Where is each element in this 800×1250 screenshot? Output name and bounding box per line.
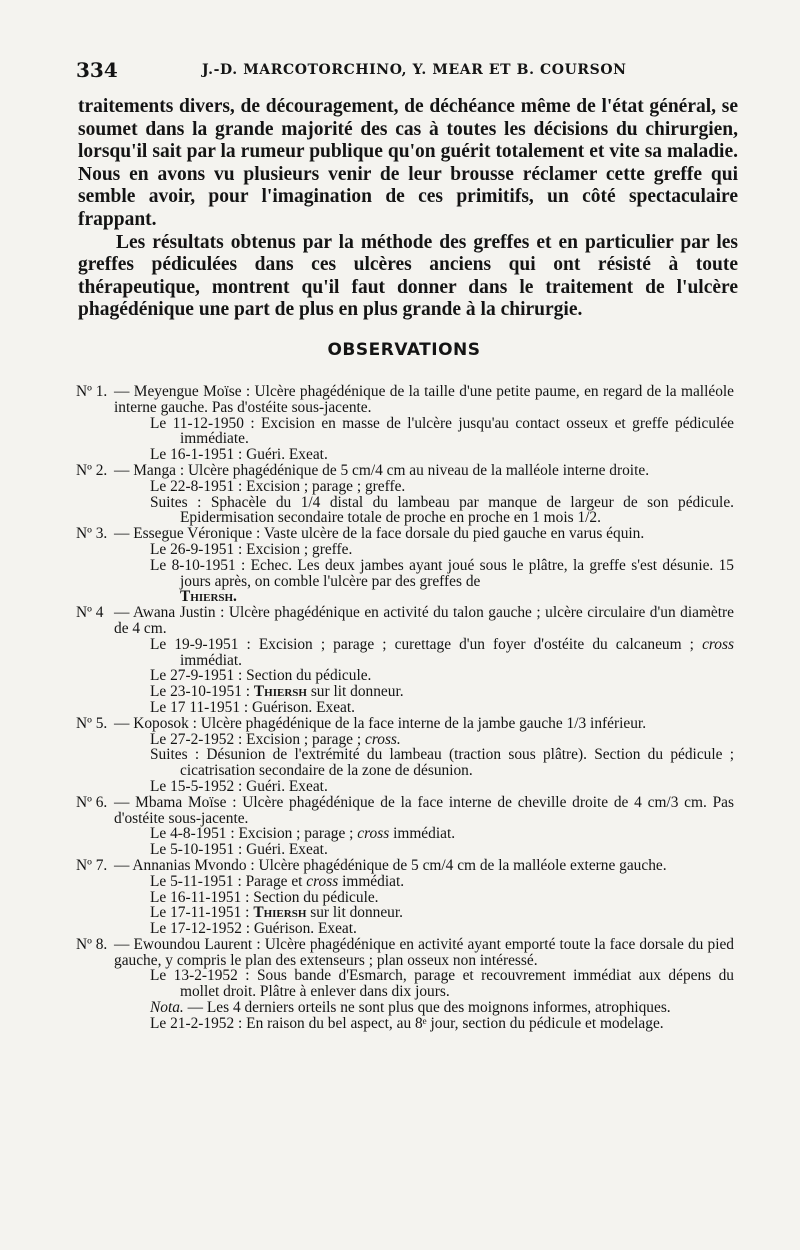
observation-line (150, 826, 734, 842)
page-header (76, 58, 736, 82)
observations-list (76, 384, 734, 1032)
observation-line: Le 21-2-1952 : En raison du bel aspect, au 8ᵉ jour, section du pédicule et modelage. (150, 1014, 664, 1032)
observation-number: Nº 1. (76, 383, 108, 400)
observation-line: Le 27-9-1951 : Section du pédicule. (150, 667, 372, 685)
running-head: J.-D. MARCOTORCHINO, Y. MEAR ET B. COURSON (202, 62, 627, 78)
observation-line: Le 17 11-1951 : Guérison. Exeat. (150, 698, 356, 716)
observation-line: Le 16-1-1951 : Guéri. Exeat. (150, 446, 328, 464)
observation-number: Nº 8. (76, 935, 108, 953)
cross-term: cross (306, 872, 339, 890)
nota-label: Nota. (150, 999, 184, 1017)
observation-line: Le 11-12-1950 : Excision en masse de l'ulcère jusqu'au contact osseux et greffe pédiculée immédiate. (150, 414, 734, 448)
observation-line: Le 17-12-1952 : Guérison. Exeat. (150, 920, 357, 938)
line-text: Le 19-9-1951 : Excision ; parage ; curettage d'un foyer d'ostéite du calcaneum ; (150, 635, 694, 653)
line-text: immédiat. (180, 651, 242, 669)
observation-number: Nº 7. (76, 856, 108, 874)
thiersh-term: Thiersh (253, 904, 307, 922)
observation-8 (76, 937, 734, 1032)
observation-number: Nº 3. (76, 525, 108, 543)
observation-7 (76, 858, 734, 937)
observation-summary: — Koposok : Ulcère phagédénique de la face interne de la jambe gauche 1/3 inférieur. (114, 714, 647, 732)
observation-number: Nº 5. (76, 714, 108, 732)
nota-text: — Les 4 derniers orteils ne sont plus que des moignons informes, atrophiques. (187, 999, 671, 1017)
observation-line: Le 22-8-1951 : Excision ; parage ; greffe. (150, 477, 406, 495)
observation-5 (76, 716, 734, 795)
intro-text (78, 96, 738, 322)
observation-line: Le 5-10-1951 : Guéri. Exeat. (150, 841, 328, 859)
cross-term: cross. (365, 730, 401, 748)
observation-line (150, 905, 734, 921)
thiersh-term: Thiersh. (180, 588, 237, 606)
line-text: sur lit donneur. (310, 904, 403, 922)
cross-term: cross (357, 825, 390, 843)
observation-1 (76, 384, 734, 463)
observation-line-text: Le 8-10-1951 : Echec. Les deux jambes ayant joué sous le plâtre, la greffe s'est désunie. 15 jours après, on comble l'ulcère par des greffes de (150, 556, 734, 590)
observation-line (150, 874, 734, 890)
observation-summary: — Meyengue Moïse : Ulcère phagédénique de la taille d'une petite paume, en regard de la malléole interne gauche. Pas d'ostéite sous-jacente. (114, 383, 734, 416)
line-text: Le 27-2-1952 : Excision ; parage ; (150, 730, 362, 748)
observation-6 (76, 795, 734, 858)
line-text: immédiat. (393, 825, 456, 843)
observation-2 (76, 463, 734, 526)
observation-number: Nº 2. (76, 461, 108, 479)
section-heading: OBSERVATIONS (327, 340, 481, 360)
line-text: sur lit donneur. (310, 683, 404, 701)
observation-line: Le 13-2-1952 : Sous bande d'Esmarch, parage et recouvrement immédiat aux dépens du mollet droit. Plâtre à enlever dans dix jours. (150, 967, 734, 1001)
line-text: Le 5-11-1951 : Parage et (150, 872, 303, 890)
observation-line: Le 26-9-1951 : Excision ; greffe. (150, 540, 353, 558)
observation-number: Nº 6. (76, 793, 108, 811)
line-text: Le 4-8-1951 : Excision ; parage ; (150, 825, 354, 843)
observation-line (150, 558, 734, 605)
observation-line: Le 16-11-1951 : Section du pédicule. (150, 888, 379, 906)
observation-line: Suites : Sphacèle du 1/4 distal du lambeau par manque de largeur de son pédicule. Epidermisation secondaire totale de proche en proche en 1 mois 1/2. (150, 493, 734, 527)
observation-summary: — Essegue Véronique : Vaste ulcère de la face dorsale du pied gauche en varus équin. (114, 525, 645, 543)
observation-line (150, 684, 734, 700)
observation-summary: — Annanias Mvondo : Ulcère phagédénique de 5 cm/4 cm de la malléole externe gauche. (114, 856, 667, 874)
intro-paragraph-2: Les résultats obtenus par la méthode des greffes et en particulier par les greffes pédiculées dans ces ulcères anciens qui ont résisté à toute thérapeutique, montrent qu'il faut donner dans le traitement de l'ulcère phagédénique une part de plus en plus grande à la chirurgie. (78, 231, 738, 321)
observation-summary: — Ewoundou Laurent : Ulcère phagédénique en activité ayant emporté toute la face dorsale du pied gauche, y compris le plan des extenseurs ; plan osseux non intéressé. (114, 935, 734, 969)
observation-summary: — Awana Justin : Ulcère phagédénique en activité du talon gauche ; ulcère circulaire d'un diamètre de 4 cm. (114, 604, 734, 637)
observation-3 (76, 526, 734, 605)
intro-paragraph-1: traitements divers, de découragement, de déchéance même de l'état général, se soumet dans la grande majorité des cas à toutes les décisions du chirurgien, lorsqu'il sait par la rumeur publique qu'on guérit totalement et vite sa maladie. Nous en avons vu plusieurs venir de leur brousse réclamer cette greffe qui semble avoir, pour l'imagination de ces primitifs, un côté spectaculaire frappant. (78, 96, 738, 230)
line-text: Le 17-11-1951 : (150, 904, 250, 922)
observation-summary: — Manga : Ulcère phagédénique de 5 cm/4 cm au niveau de la malléole interne droite. (114, 461, 650, 479)
thiersh-term: Thiersh (253, 683, 307, 701)
observation-line: Le 15-5-1952 : Guéri. Exeat. (150, 777, 328, 795)
page-number: 334 (76, 58, 118, 82)
observation-number: Nº 4 (76, 604, 104, 622)
cross-term: cross (702, 635, 734, 653)
line-text: Le 23-10-1951 : (150, 683, 251, 701)
observation-line (150, 637, 734, 669)
line-text: immédiat. (342, 872, 405, 890)
observation-4 (76, 605, 734, 716)
observation-summary: — Mbama Moïse : Ulcère phagédénique de la face interne de cheville droite de 4 cm/3 cm. Pas d'ostéite sous-jacente. (114, 793, 734, 827)
observation-line (150, 732, 734, 748)
observation-line: Suites : Désunion de l'extrémité du lambeau (traction sous plâtre). Section du pédicule ; cicatrisation secondaire de la zone de désunion. (150, 746, 734, 780)
observation-nota (150, 1000, 734, 1016)
